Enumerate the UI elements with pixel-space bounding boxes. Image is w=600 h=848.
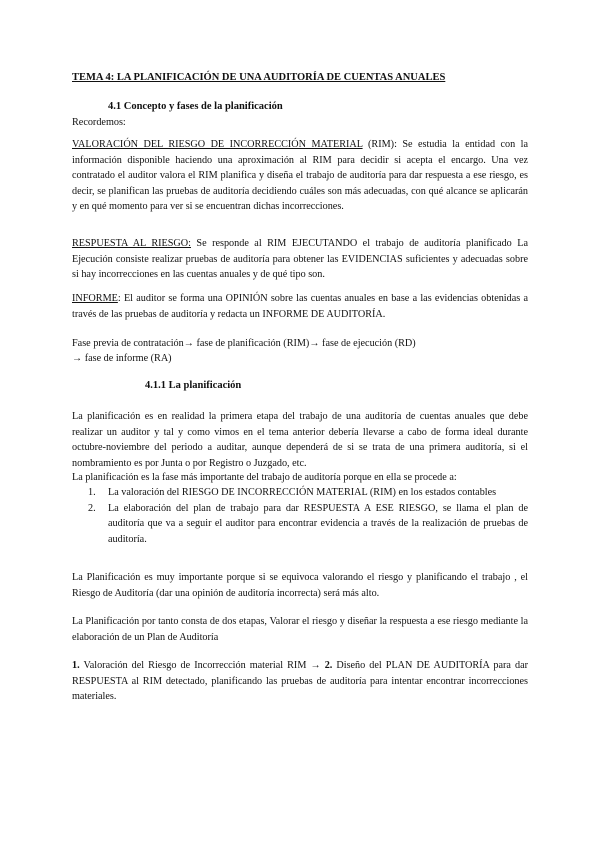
fases-line-2: → fase de informe (RA)	[72, 353, 172, 364]
list-item-number: 2.	[88, 502, 96, 514]
list-item-number: 1.	[88, 487, 96, 498]
planificacion-paragraph-4: La Planificación por tanto consta de dos etapas, Valorar el riesgo y diseñar la respuesta a ese riesgo mediante la elaboración de un Plan de Auditoría	[72, 616, 528, 643]
section-heading-4-1: 4.1 Concepto y fases de la planificación	[108, 101, 283, 112]
etapas-paragraph	[72, 658, 528, 705]
planificacion-paragraph-3: La Planificación es muy importante porque si se equivoca valorando el riesgo y planificando el trabajo , el Riesgo de Auditoría (dar una opinión de auditoría incorrecta) será más alto.	[72, 572, 528, 599]
list-item	[72, 501, 528, 548]
step-2-text: Diseño del PLAN DE AUDITORÍA para dar RESPUESTA al RIM detectado, planificando las pruebas de auditoría para intentar encontrar incorrecciones materiales.	[72, 660, 528, 702]
list-item	[72, 485, 528, 501]
section-heading-4-1-1: 4.1.1 La planificación	[145, 380, 242, 391]
list-item-text: La elaboración del plan de trabajo para dar RESPUESTA A ESE RIESGO, se llama el plan de auditoría que va a seguir el auditor para encontrar evidencia a través de la realización de pruebas de auditoría.	[108, 502, 528, 545]
step-1-number: 1.	[72, 660, 80, 671]
respuesta-text: Se responde al RIM EJECUTANDO el trabajo de auditoría planificado La Ejecución consiste realizar pruebas de auditoría para obtener las EVIDENCIAS suficientes y adecuadas sobre si hay incorrecciones en las cuentas anuales y de qué tipo son.	[72, 238, 528, 280]
valoracion-text: (RIM): Se estudia la entidad con la información disponible haciendo una aproximación al RIM para decidir si acepta el encargo. Una vez contratado el auditor valora el RIM planifica y diseña el trabajo de auditoría para dar respuesta a ese riesgo, es decir, se planifican las pruebas de auditoría decidiendo cuáles son más adecuadas, con qué alcance se aplicarán y en qué momento para ver si se encuentran dichas incorrecciones.	[72, 139, 529, 212]
planificacion-paragraph-1: La planificación es en realidad la primera etapa del trabajo de una auditoría de cuentas anuales que debe realizar un auditor y tal y como vimos en el tema anterior debería llevarse a cabo de forma ideal durante octubre-noviembre del periodo a auditar, aunque dependerá de si se trata de una primera auditoría, si el nombramiento es por Junta o por Registro o Juzgado, etc.	[72, 411, 528, 469]
respuesta-paragraph	[72, 236, 528, 283]
fases-line-1: Fase previa de contratación→ fase de planificación (RIM)→ fase de ejecución (RD)	[72, 338, 416, 349]
respuesta-term: RESPUESTA AL RIESGO:	[72, 238, 191, 249]
step-2-number: 2.	[324, 660, 333, 671]
planificacion-list	[72, 485, 528, 547]
intro-text: Recordemos:	[72, 117, 126, 128]
valoracion-paragraph	[72, 137, 528, 215]
informe-paragraph	[72, 291, 528, 322]
informe-text: : El auditor se forma una OPINIÓN sobre las cuentas anuales en base a las evidencias obtenidas a través de las pruebas de auditoría y redacta un INFORME DE AUDITORÍA.	[72, 293, 528, 320]
planificacion-paragraph-2: La planificación es la fase más importante del trabajo de auditoría porque en ella se procede a:	[72, 472, 457, 483]
step-1-text: Valoración del Riesgo de Incorrección material RIM →	[79, 660, 325, 671]
informe-term: INFORME	[72, 293, 118, 304]
document-title: TEMA 4: LA PLANIFICACIÓN DE UNA AUDITORÍA DE CUENTAS ANUALES	[72, 72, 446, 83]
list-item-text: La valoración del RIESGO DE INCORRECCIÓN MATERIAL (RIM) en los estados contables	[108, 487, 497, 498]
valoracion-term: VALORACIÓN DEL RIESGO DE INCORRECCIÓN MATERIAL	[72, 139, 363, 150]
